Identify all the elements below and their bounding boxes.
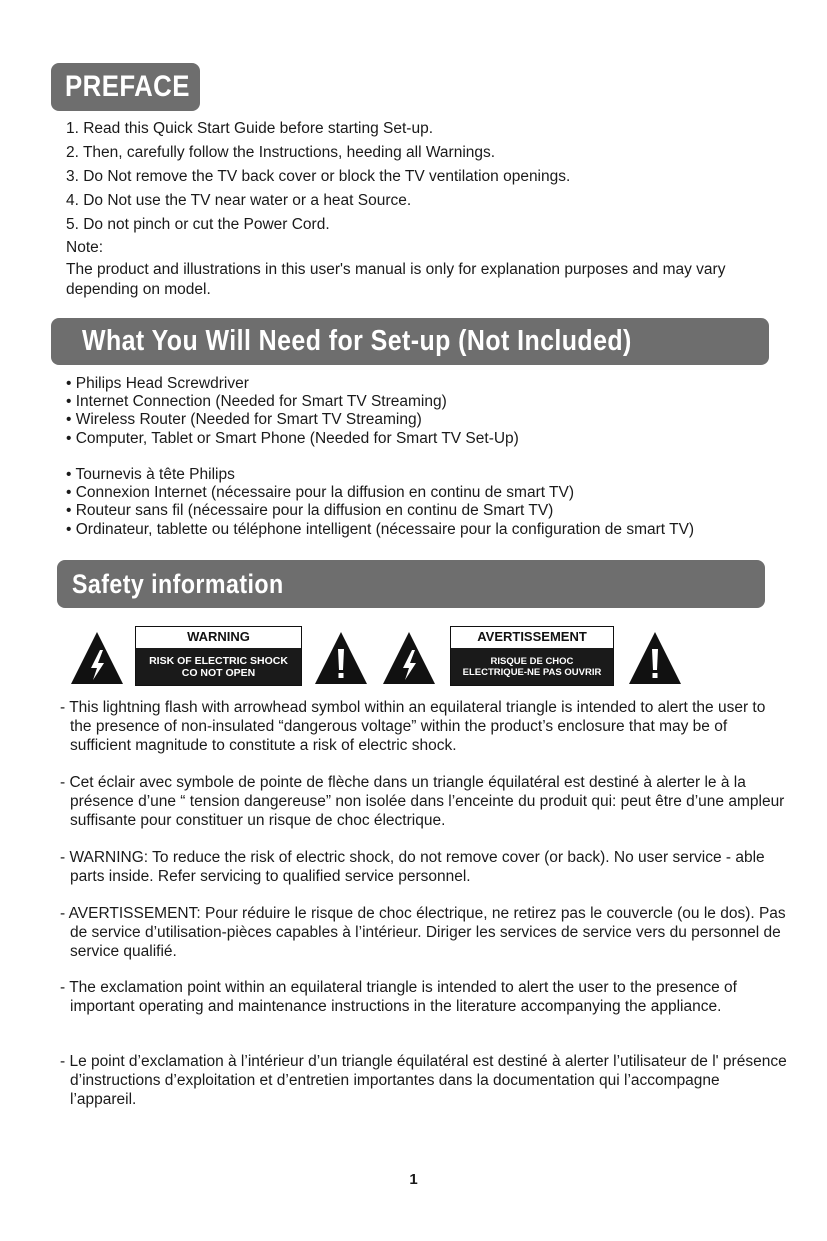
safety-heading <box>57 560 765 608</box>
setup-item: • Wireless Router (Needed for Smart TV Streaming) <box>66 411 519 429</box>
preface-heading-text: PREFACE <box>65 70 190 103</box>
preface-item: 3. Do Not remove the TV back cover or block the TV ventilation openings. <box>66 168 571 185</box>
page-number: 1 <box>409 1171 418 1188</box>
safety-paragraph: - Le point d’exclamation à l’intérieur d’un triangle équilatéral est destiné à alerter l’utilisateur de l' présence d’instructions d’exploitation et d’entretien importantes dans la documentation qui l’accompagne l’appareil. <box>60 1053 787 1108</box>
safety-paragraph: - Cet éclair avec symbole de pointe de flèche dans un triangle équilatéral est destiné à alerter le à la présence d’une “ tension dangereuse” non isolée dans l’enceinte du produit qui: peut être d’une ampleur suffisante pour constituer un risque de choc électrique. <box>60 774 785 829</box>
setup-item: • Routeur sans fil (nécessaire pour la diffusion en continu de Smart TV) <box>66 502 694 520</box>
setup-list-french <box>66 466 694 539</box>
note-label: Note: <box>66 239 104 256</box>
setup-item: • Computer, Tablet or Smart Phone (Needed for Smart TV Set-Up) <box>66 430 519 448</box>
preface-list <box>66 117 570 237</box>
exclamation-warning-icon <box>627 630 683 686</box>
lightning-warning-icon <box>381 630 437 686</box>
avertissement-label-heading: AVERTISSEMENT <box>477 629 587 644</box>
safety-heading-text: Safety information <box>72 568 284 599</box>
setup-list-english <box>66 375 519 448</box>
setup-item: • Philips Head Screwdriver <box>66 375 519 393</box>
preface-item: 5. Do not pinch or cut the Power Cord. <box>66 216 330 233</box>
setup-heading-text: What You Will Need for Set-up (Not Included) <box>82 325 632 357</box>
warning-label-heading: WARNING <box>187 629 250 644</box>
exclamation-warning-icon <box>313 630 369 686</box>
preface-item: 4. Do Not use the TV near water or a heat Source. <box>66 192 412 209</box>
safety-paragraph: - The exclamation point within an equilateral triangle is intended to alert the user to the presence of important operating and maintenance instructions in the literature accompanying the appliance. <box>60 979 737 1015</box>
preface-heading <box>51 63 200 111</box>
setup-heading <box>51 318 769 365</box>
setup-item: • Tournevis à tête Philips <box>66 466 694 484</box>
note-text: The product and illustrations in this user's manual is only for explanation purposes and may vary depending on model. <box>66 261 726 298</box>
preface-item: 2. Then, carefully follow the Instructions, heeding all Warnings. <box>66 144 496 161</box>
avertissement-label-body: RISQUE DE CHOC ELECTRIQUE-NE PAS OUVRIR <box>451 648 613 685</box>
setup-item: • Internet Connection (Needed for Smart TV Streaming) <box>66 393 519 411</box>
setup-item: • Connexion Internet (nécessaire pour la diffusion en continu de smart TV) <box>66 484 694 502</box>
safety-paragraph: - This lightning flash with arrowhead symbol within an equilateral triangle is intended to alert the user to the presence of non-insulated “dangerous voltage” within the product’s enclosure that may be of sufficient magnitude to constitute a risk of electric shock. <box>60 699 766 754</box>
safety-paragraph: - WARNING: To reduce the risk of electric shock, do not remove cover (or back). No user service - able parts inside. Refer servicing to qualified service personnel. <box>60 849 765 885</box>
warning-symbols-row <box>0 626 827 690</box>
avertissement-label <box>450 626 614 686</box>
setup-item: • Ordinateur, tablette ou téléphone intelligent (nécessaire pour la configuration de smart TV) <box>66 521 694 539</box>
preface-item: 1. Read this Quick Start Guide before starting Set-up. <box>66 120 434 137</box>
lightning-warning-icon <box>69 630 125 686</box>
safety-paragraph: - AVERTISSEMENT: Pour réduire le risque de choc électrique, ne retirez pas le couvercle (ou le dos). Pas de service d’utilisation-pièces capables à l’intérieur. Diriger les services de service vers du personnel de service qualifié. <box>60 905 786 960</box>
warning-label <box>135 626 302 686</box>
warning-label-body: RISK OF ELECTRIC SHOCK CO NOT OPEN <box>136 648 301 685</box>
